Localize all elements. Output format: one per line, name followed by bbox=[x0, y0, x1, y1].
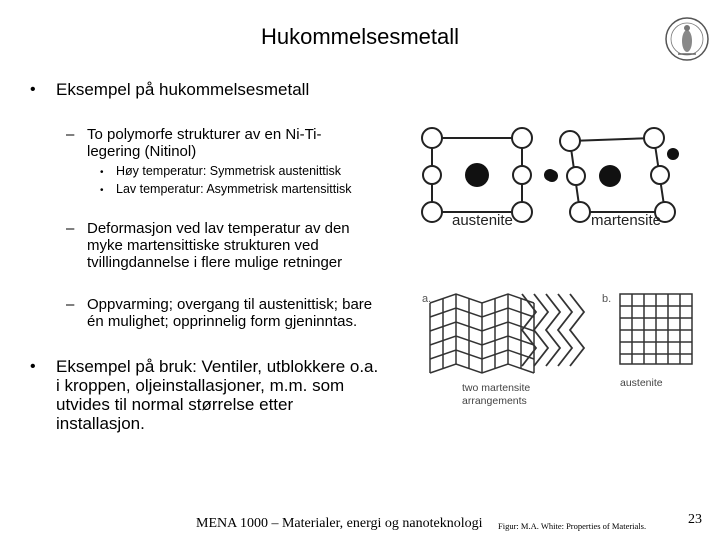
sub-item-2-line-1: Deformasjon ved lav temperatur av den bbox=[87, 220, 350, 237]
sub-item-3-line-1: Oppvarming; overgang til austenittisk; bare bbox=[87, 296, 373, 313]
sub-item-1-line-2: legering (Nitinol) bbox=[87, 143, 197, 160]
sub-item-3-line-2: én mulighet; opprinnelig form gjeninntas. bbox=[87, 313, 358, 330]
bullet-2-line-1: Eksempel på bruk: Ventiler, utblokkere o.a. bbox=[56, 357, 379, 376]
bullet-1-text: Eksempel på hukommelsesmetall bbox=[56, 80, 310, 99]
austenite-label-top: austenite bbox=[452, 212, 513, 229]
slide-title: Hukommelsesmetall bbox=[260, 24, 460, 49]
sub-item-2-line-3: tvillingdannelse i flere mulige retninger bbox=[87, 254, 343, 271]
two-martensite-label-line-2: arrangements bbox=[462, 395, 527, 407]
footer-figure-credit: Figur: M.A. White: Properties of Materials. bbox=[498, 521, 647, 531]
two-martensite-label-line-1: two martensite bbox=[462, 382, 531, 394]
dash-marker: – bbox=[66, 220, 75, 237]
dash-marker: – bbox=[66, 126, 75, 143]
sub-sub-marker: • bbox=[100, 185, 104, 196]
bullet-2-line-2: i kroppen, oljeinstallasjoner, m.m. som bbox=[56, 376, 345, 395]
sub-item-1-line-1: To polymorfe strukturer av en Ni-Ti- bbox=[87, 126, 322, 143]
crystal-structure-figure bbox=[410, 108, 710, 408]
figure-label-b: b. bbox=[602, 293, 612, 305]
sub-item-2-line-2: myke martensittiske strukturen ved bbox=[87, 237, 319, 254]
page-number: 23 bbox=[688, 512, 702, 527]
sub-sub-marker: • bbox=[100, 167, 104, 178]
twinned-martensite-diagram bbox=[430, 294, 534, 373]
bullet-2-line-3: utvides til normal størrelse etter bbox=[56, 395, 294, 414]
bullet-marker: • bbox=[30, 81, 36, 98]
sub-sub-item-2: Lav temperatur: Asymmetrisk martensittisk bbox=[116, 182, 352, 196]
sub-sub-item-1: Høy temperatur: Symmetrisk austenittisk bbox=[116, 164, 342, 178]
bullet-marker: • bbox=[30, 358, 36, 375]
footer-course-title: MENA 1000 – Materialer, energi og nanoteknologi bbox=[196, 516, 483, 531]
martensite-atoms bbox=[546, 128, 679, 222]
austenite-label-bottom: austenite bbox=[620, 377, 663, 389]
austenite-atoms bbox=[410, 128, 556, 222]
bullet-2-line-4: installasjon. bbox=[56, 414, 145, 433]
dash-marker: – bbox=[66, 296, 75, 313]
figure-label-a: a. bbox=[422, 293, 432, 305]
university-seal-logo bbox=[664, 14, 710, 64]
austenite-grid-diagram bbox=[620, 294, 692, 364]
martensite-label: martensite bbox=[591, 212, 662, 229]
